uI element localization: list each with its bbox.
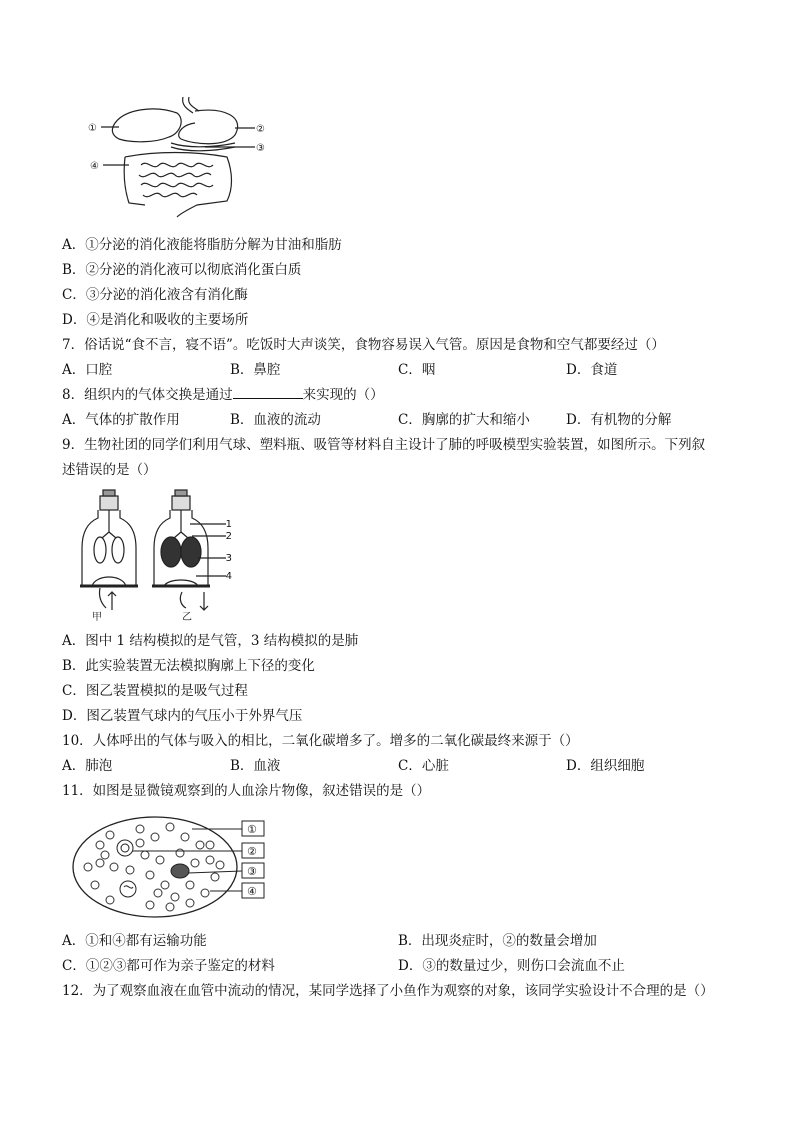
q9-option-d: D．图乙装置气球内的气压小于外界气压 bbox=[62, 708, 303, 724]
red-blood-cell bbox=[146, 901, 154, 909]
red-blood-cell bbox=[156, 856, 164, 864]
lung-label-3: 3 bbox=[225, 553, 232, 564]
red-blood-cell bbox=[206, 856, 214, 864]
red-blood-cell bbox=[196, 841, 204, 849]
red-blood-cell bbox=[176, 849, 184, 857]
q10-option-d: D．组织细胞 bbox=[566, 758, 645, 774]
red-blood-cell bbox=[101, 851, 109, 859]
q8-stem-after: 来实现的（） bbox=[302, 387, 384, 403]
q7-option-d: D．食道 bbox=[566, 362, 618, 378]
q6-option-d: D．④是消化和吸收的主要场所 bbox=[62, 312, 249, 328]
red-blood-cell bbox=[136, 839, 144, 847]
q12-stem: 12．为了观察血液在血管中流动的情况，某同学选择了小鱼作为观察的对象，该同学实验设计不合理的是（） bbox=[62, 983, 714, 999]
lung-model-figure bbox=[78, 488, 233, 624]
red-blood-cell bbox=[171, 893, 179, 901]
digestive-system-figure bbox=[85, 95, 285, 220]
red-blood-cell bbox=[126, 866, 134, 874]
q10-stem: 10．人体呼出的气体与吸入的相比，二氧化碳增多了。增多的二氧化碳最终来源于（） bbox=[62, 733, 579, 749]
red-blood-cell bbox=[110, 863, 118, 871]
q11-stem: 11．如图是显微镜观察到的人血涂片物像，叙述错误的是（） bbox=[62, 783, 431, 799]
q10-option-b: B．血液 bbox=[230, 758, 281, 774]
blood-label-2: ② bbox=[247, 845, 257, 858]
blood-label-3: ③ bbox=[247, 865, 257, 878]
red-blood-cell bbox=[154, 889, 162, 897]
q9-option-a: A．图中 1 结构模拟的是气管，3 结构模拟的是肺 bbox=[62, 633, 359, 649]
digestive-label-4: ④ bbox=[90, 161, 99, 172]
red-blood-cell bbox=[106, 896, 114, 904]
q11-option-a: A．①和④都有运输功能 bbox=[62, 933, 207, 949]
red-blood-cell bbox=[106, 831, 114, 839]
red-blood-cell bbox=[151, 833, 159, 841]
red-blood-cell bbox=[96, 859, 104, 867]
digestive-label-2: ② bbox=[256, 124, 265, 135]
lung-label-2: 2 bbox=[225, 531, 232, 542]
q7-stem: 7．俗话说“食不言，寝不语”。吃饭时大声谈笑，食物容易误入气管。原因是食物和空气都要经过（） bbox=[62, 337, 665, 353]
red-blood-cell bbox=[191, 859, 199, 867]
red-blood-cell bbox=[201, 889, 209, 897]
q8-stem bbox=[62, 386, 384, 404]
q7-option-a: A．口腔 bbox=[62, 362, 113, 378]
red-blood-cell bbox=[181, 833, 189, 841]
q8-blank bbox=[233, 386, 303, 399]
q9-stem-line1: 9．生物社团的同学们利用气球、塑料瓶、吸管等材料自主设计了肺的呼吸模型实验装置，如图所示。下列叙 bbox=[62, 437, 706, 453]
q11-option-d: D．③的数量过少，则伤口会流血不止 bbox=[398, 958, 625, 974]
red-blood-cell bbox=[166, 903, 174, 911]
q9-option-c: C．图乙装置模拟的是吸气过程 bbox=[62, 683, 248, 699]
q7-option-c: C．咽 bbox=[398, 362, 436, 378]
red-blood-cell bbox=[96, 841, 104, 849]
red-blood-cell bbox=[136, 825, 144, 833]
q7-option-b: B．鼻腔 bbox=[230, 362, 281, 378]
red-blood-cell bbox=[166, 823, 174, 831]
q11-option-c: C．①②③都可作为亲子鉴定的材料 bbox=[62, 958, 275, 974]
red-blood-cell bbox=[211, 873, 219, 881]
q8-option-a: A．气体的扩散作用 bbox=[62, 412, 180, 428]
q6-option-c: C．③分泌的消化液含有消化酶 bbox=[62, 287, 248, 303]
red-blood-cell bbox=[186, 899, 194, 907]
q6-option-b: B．②分泌的消化液可以彻底消化蛋白质 bbox=[62, 262, 302, 278]
digestive-label-1: ① bbox=[88, 123, 97, 134]
red-blood-cell bbox=[146, 871, 154, 879]
digestive-label-3: ③ bbox=[256, 143, 265, 154]
q8-stem-before: 8．组织内的气体交换是通过 bbox=[62, 387, 233, 403]
lung-label-4: 4 bbox=[225, 571, 232, 582]
red-blood-cell bbox=[161, 881, 169, 889]
red-blood-cell bbox=[206, 841, 214, 849]
q10-option-c: C．心脏 bbox=[398, 758, 449, 774]
red-blood-cell bbox=[141, 851, 149, 859]
blood-smear-figure bbox=[70, 815, 275, 920]
red-blood-cell bbox=[216, 861, 224, 869]
q8-option-c: C．胸廓的扩大和缩小 bbox=[398, 412, 530, 428]
lung-label-jia: 甲 bbox=[92, 612, 102, 623]
red-blood-cell bbox=[186, 881, 194, 889]
q6-option-a: A．①分泌的消化液能将脂肪分解为甘油和脂肪 bbox=[62, 237, 342, 253]
q9-option-b: B．此实验装置无法模拟胸廓上下径的变化 bbox=[62, 658, 315, 674]
blood-label-4: ④ bbox=[247, 885, 257, 898]
blood-label-1: ① bbox=[247, 823, 257, 836]
q8-option-d: D．有机物的分解 bbox=[566, 412, 672, 428]
red-blood-cell bbox=[91, 881, 99, 889]
q8-option-b: B．血液的流动 bbox=[230, 412, 321, 428]
lung-label-yi: 乙 bbox=[182, 612, 192, 623]
q10-option-a: A．肺泡 bbox=[62, 758, 113, 774]
lung-label-1: 1 bbox=[225, 519, 232, 530]
red-blood-cell bbox=[84, 863, 92, 871]
q9-stem-line2: 述错误的是（） bbox=[62, 462, 157, 478]
q11-option-b: B．出现炎症时，②的数量会增加 bbox=[398, 933, 597, 949]
